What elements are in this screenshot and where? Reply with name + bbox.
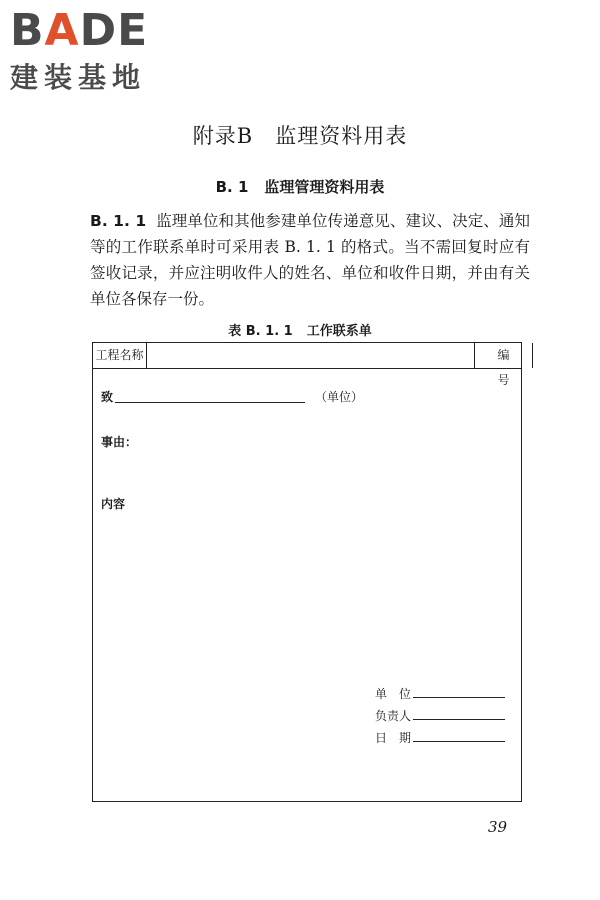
signature-unit-line[interactable]	[413, 697, 505, 698]
form-header-row	[93, 343, 521, 387]
logo-chinese-text: 建装基地	[10, 61, 147, 94]
signature-responsible-line[interactable]	[413, 719, 505, 720]
recipient-label: 致	[101, 390, 114, 404]
section-title: 监理管理资料用表	[264, 178, 385, 196]
clause-paragraph	[90, 208, 530, 312]
appendix-title: 附录B 监理资料用表	[192, 124, 408, 148]
project-name-label: 工程名称	[93, 343, 147, 368]
signature-responsible-label: 负责人	[375, 709, 412, 723]
signature-date-line[interactable]	[413, 741, 505, 742]
section-number: B. 1	[215, 178, 249, 196]
content-label: 内容	[101, 497, 126, 511]
subject-label: 事由：	[101, 435, 138, 449]
table-number: 表 B. 1. 1	[228, 324, 293, 339]
page-number: 39	[488, 818, 508, 836]
signature-date-label: 日 期	[375, 731, 412, 745]
section-heading	[0, 176, 600, 197]
logo-wordmark: BADE	[10, 5, 149, 56]
recipient-unit-label: （单位）	[315, 390, 364, 404]
clause-number: B. 1. 1	[90, 212, 147, 230]
work-contact-form	[92, 342, 522, 802]
recipient-blank-line[interactable]	[115, 402, 305, 403]
table-title: 工作联系单	[306, 324, 372, 339]
clause-text: 监理单位和其他参建单位传递意见、建议、决定、通知等的工作联系单时可采用表 B. 1. 1 的格式。当不需回复时应有签收记录，并应注明收件人的姓名、单位和收件日期，并由有关单位各保存一份。	[90, 212, 530, 308]
table-caption	[0, 320, 600, 339]
project-name-field[interactable]	[147, 343, 475, 368]
signature-unit-label: 单 位	[375, 687, 412, 701]
serial-number-label: 编 号	[475, 343, 533, 368]
logo	[10, 6, 180, 96]
